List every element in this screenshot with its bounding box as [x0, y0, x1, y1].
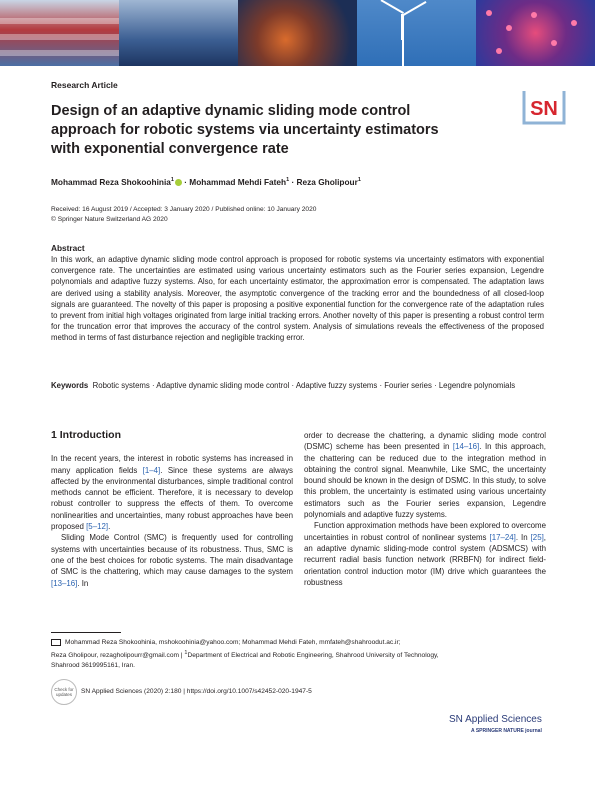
- banner-image-coil: [238, 0, 357, 66]
- correspondence-line: Mohammad Reza Shokoohinia, mshokoohinia@yahoo.com; Mohammad Mehdi Fateh, mmfateh@shahroodut.ac.ir;: [65, 639, 401, 646]
- paper-title: Design of an adaptive dynamic sliding mode control approach for robotic systems via uncertainty estimators with exponential convergence rate: [51, 103, 439, 157]
- author-affiliation: 1: [286, 177, 290, 184]
- section-heading: 1 Introduction: [51, 429, 121, 441]
- banner-image-turbine: [357, 0, 476, 66]
- journal-brand: SN Applied Sciences: [449, 714, 542, 725]
- orcid-icon[interactable]: [175, 179, 182, 186]
- citation-link[interactable]: [14–16]: [452, 442, 480, 452]
- footnote-divider: [51, 632, 121, 633]
- copyright-line: © Springer Nature Switzerland AG 2020: [51, 216, 168, 223]
- banner-image-machine: [119, 0, 238, 66]
- body-paragraph: Function approximation methods have been explored to overcome uncertainties in robust control of nonlinear systems [17–24]. In [25], an adaptive dynamic sliding-mode control system (ADSMCS) with recurrent radial basis function network (RRBFN) for indirect field-orientation control induction motor (IM) drive which guarantees the robustness: [304, 521, 546, 587]
- author-separator: ·: [181, 177, 190, 187]
- author-name[interactable]: Mohammad Reza Shokoohinia: [51, 177, 171, 187]
- author-affiliation: 1: [170, 177, 174, 184]
- envelope-icon: [51, 639, 61, 646]
- author-name[interactable]: Reza Gholipour: [296, 177, 358, 187]
- author-list: [51, 177, 361, 187]
- citation-link[interactable]: [25]: [530, 532, 544, 542]
- publication-dates: [51, 205, 316, 225]
- dates-line: Received: 16 August 2019 / Accepted: 3 January 2020 / Published online: 10 January 2020: [51, 206, 317, 213]
- abstract-heading: Abstract: [51, 243, 85, 253]
- author-name[interactable]: Mohammad Mehdi Fateh: [189, 177, 287, 187]
- sn-journal-logo: [521, 85, 567, 125]
- check-for-updates-badge[interactable]: Check for updates: [51, 679, 77, 705]
- body-column-right: [304, 430, 546, 588]
- sn-logo-text: SN: [530, 98, 558, 120]
- keywords-text: Robotic systems · Adaptive dynamic sliding mode control · Adaptive fuzzy systems · Fourier series · Legendre polynomials: [92, 381, 516, 390]
- body-column-left: [51, 430, 293, 589]
- footnote: Mohammad Reza Shokoohinia, mshokoohinia@yahoo.com; Mohammad Mehdi Fateh, mmfateh@shahroodut.ac.ir; Reza Gholipour, rezagholipourr@gmail.com | $^1$Department of Electrical and Robotic Engineering, Shahrood University of Technology, Shahrood 3619995161, Iran.: [51, 639, 439, 670]
- author-affiliation: 1: [357, 177, 361, 184]
- article-type: Research Article: [51, 80, 118, 90]
- body-paragraph: Sliding Mode Control (SMC) is frequently used for controlling systems with uncertainties because of its robustness. Thus, SMC is one of the best choices for robotic systems. The main disadvantage of SMC is the chattering, which may cause damages to the system [13–16]. In: [51, 533, 293, 588]
- banner-image-lab: [0, 0, 119, 66]
- citation-link[interactable]: [17–24]: [489, 532, 516, 542]
- publisher-brand: A SPRINGER NATURE journal: [471, 728, 542, 734]
- citation-link[interactable]: [1–4]: [142, 465, 161, 475]
- header-banner: [0, 0, 595, 66]
- author-separator: ·: [289, 177, 297, 187]
- body-paragraph: In the recent years, the interest in robotic systems has increased in many application fields [1–4]. Since these systems are always affected by the environmental disturbances, simple traditional control methods cannot be efficient. Therefore, it is necessary to develop robust controller to suppress the effects of them. To overcome nonlinearities and uncertainties, many robust approaches have been proposed [5–12].: [51, 454, 293, 532]
- abstract-text: In this work, an adaptive dynamic sliding mode control approach is proposed for robotic systems via uncertainty estimators with exponential convergence rate. The uncertainties are estimated using various uncertainty estimators such as the Fourier series expansion, Legendre polynomials and adaptive fuzzy systems. Also, for each uncertainty estimator, the approximation error is compensated. The adaptation laws are derived using a stability analysis. Moreover, the asymptotic convergence of the tracking error and the boundedness of all closed-loop signals are guaranteed. The novelty of this paper is proposing a positive exponential function for the convergence rate of the adaptation rules to prevent from initial high voltages originated from large initial tracking errors. Another novelty of this paper is presenting a robust control term for the truncation error that improves the accuracy of the control system. Analysis of simulations reveals the effectiveness of the proposed method in terms of fast disturbance rejection and negligible tracking error.: [51, 255, 544, 343]
- keywords: [51, 380, 544, 391]
- citation-link[interactable]: [13–16]: [51, 578, 78, 588]
- journal-reference[interactable]: SN Applied Sciences (2020) 2:180 | https://doi.org/10.1007/s42452-020-1947-5: [81, 688, 312, 695]
- body-paragraph: order to decrease the chattering, a dynamic sliding mode control (DSMC) scheme has been presented in [14–16]. In this approach, the chattering can be reduced due to the integration method in obtaining the control signal. Meanwhile, Like SMC, the uncertainty bound should be known in the design of DSMC. In this study, to solve this problem, the uncertainty is estimated using various uncertainty estimators such as the Fourier series expansion, Legendre polynomials and adaptive fuzzy systems.: [304, 431, 546, 520]
- citation-link[interactable]: [5–12]: [86, 522, 109, 532]
- keywords-label: Keywords: [51, 381, 89, 390]
- banner-image-molecules: [476, 0, 595, 66]
